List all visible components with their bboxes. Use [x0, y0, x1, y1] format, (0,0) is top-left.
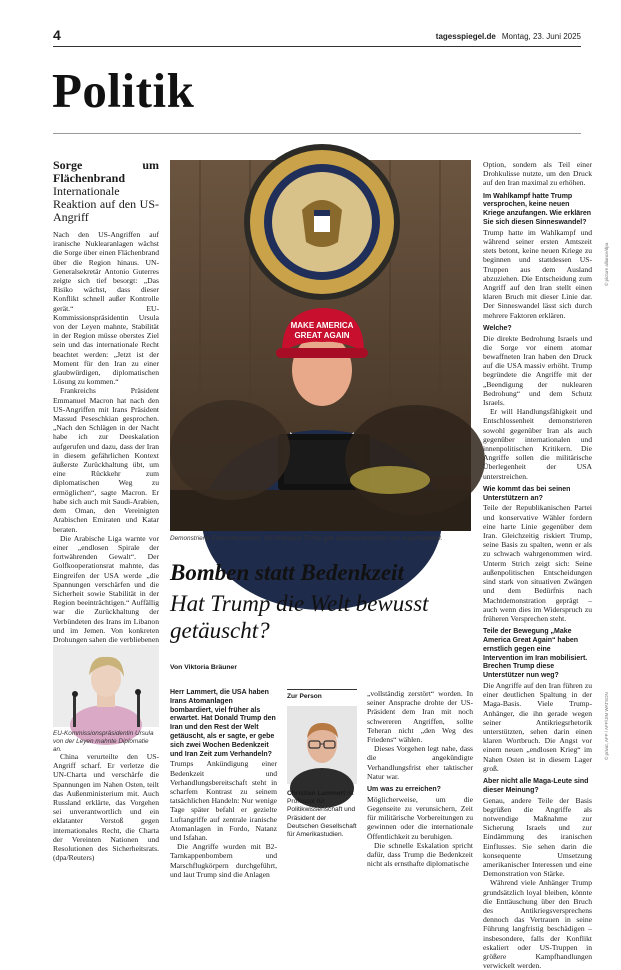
interview-question: Wie kommt das bei seinen Unterstützern an?	[483, 485, 571, 502]
byline: Von Viktoria Bräuner	[170, 664, 237, 671]
interview-answer: Trump hatte im Wahlkampf und während seiner ersten Amtszeit stets betont, keine neuen Kriege zu beginnen und stattdessen US-Truppen aus dem Ausland abzuziehen. Die Entscheidung zum Angriff auf den Iran stellt einen klaren Bruch mit dieser Linie dar. Der Sinneswandel lässt sich durch mehrere Faktoren erklären.	[483, 227, 592, 320]
person-rule	[287, 689, 357, 690]
left-paragraph: Die Arabische Liga warnte vor einer „endlosen Spirale der fortwährenden Gewalt“. Der Golfkooperationsrat mahnte, das Eingreifen der USA werde „die Spannungen verschärfen und die Sicherheit sowie Stabilität in der Region beeinträchtigen.“ Auffällig war die Zurückhaltung der Verbündeten des Irans im Libanon und im Jemen. Von konkreten Drohungen sahen die verbliebenen	[53, 533, 159, 644]
lammert-portrait	[287, 706, 357, 784]
left-article	[53, 159, 159, 709]
issue-date: Montag, 23. Juni 2025	[501, 32, 581, 41]
cap-text-2: GREAT AGAIN	[294, 331, 350, 340]
main-photo-caption: Demonstrierte Entschlossenheit: US-Präsident Trump gab überraschend früh den Angriffsbefehl.	[170, 535, 443, 542]
person-description: ist Professor für Politikwissenschaft und Präsident der Deutschen Gesellschaft für Amerikastudien.	[287, 790, 357, 839]
section-title: Politik	[52, 63, 195, 118]
interview-answer: Die Angriffe auf den Iran führen zu einer deutlichen Spaltung in der Maga-Basis. Viele Trump-Anhänger, die ihn gerade wegen seiner Antikriegsrhetorik unterstützten, sehen darin einen klaren Wortbruch. Die Angst vor einem neuen „endlosen Krieg“ im Nahen Osten ist in diesem Lager groß.	[483, 680, 592, 773]
interview-lead-question: Herr Lammert, die USA haben Irans Atomanlagen bombardiert, viel früher als erwartet. Hat Donald Trump den Iran und den Rest der Welt getäuscht, als er sagte, er gebe sich zwei Wochen Bedenkzeit und Iran Zeit zum Verhandeln?	[170, 689, 276, 758]
interview-question: Teile der Bewegung „Make America Great Again“ haben ernstlich gegen eine Intervention im Iran mobilisiert. Brechen Trump diese Unterstützer nun weg?	[483, 628, 588, 680]
person-box	[287, 689, 357, 839]
interview-paragraph: Option, sondern als Teil einer Drohkulisse nutzte, um den Druck auf den Iran maximal zu erhöhen.	[483, 160, 592, 188]
von-der-leyen-illustration	[53, 645, 159, 727]
interview-column-2	[367, 689, 473, 868]
photo-credit-bottom: © privat, AFP / AFP/JIM WATSON	[604, 692, 609, 760]
interview-question: Um was zu erreichen?	[367, 786, 441, 794]
masthead	[436, 32, 581, 41]
interview-question: Aber nicht alle Maga-Leute sind dieser Meinung?	[483, 777, 589, 794]
interview-question: Im Wahlkampf hatte Trump versprochen, keine neuen Kriege anzufangen. Wie erklären Sie sich diesen Sinneswandel?	[483, 192, 592, 226]
left-headline: Sorge um Flächenbrand	[53, 158, 159, 185]
top-rule	[53, 46, 581, 47]
main-headline: Bomben statt Bedenkzeit	[170, 560, 404, 585]
interview-answer: Genau, andere Teile der Basis begrüßen die Angriffe als notwendige Maßnahme zur Sicherung Israels und zur Eindämmung des iranischen Einflusses. Sie sehen darin die konsequente Umsetzung amerikanischer Interessen und eine Demonstration von Stärke.	[483, 795, 592, 879]
person-label: Zur Person	[287, 693, 322, 700]
paper-name: tagesspiegel.de	[435, 32, 496, 41]
left-paragraph: Nach den US-Angriffen auf iranische Nuklearanlagen wächst die Sorge über einen Flächenbrand über die Region hinaus. UN-Generalsekretär Antonio Guterres zeigte sich tief besorgt: „Das Risiko wächst, dass dieser Konflikt schnell außer Kontrolle gerät.“ EU-Kommissionspräsidentin Ursula von der Leyen mahnte, Stabilität in der Region müsse oberstes Ziel sein und das internationale Recht beachtet werden: „Jetzt ist der Moment für den Iran zu einer glaubwürdigen, diplomatischen Lösung zu kommen.“	[53, 230, 159, 387]
left-subhead: Internationale Reaktion auf den US-Angriff	[53, 184, 159, 224]
lammert-photo	[287, 706, 357, 784]
photo-credit-top: © picture alliance/dpa	[604, 242, 609, 286]
person-name: Christian Lammert	[287, 790, 346, 797]
interview-answer: Während viele Anhänger Trump grundsätzlich loyal bleiben, könnte die Enttäuschung über den Bruch des Antikriegsversprechens dennoch das Vertrauen in seine Führung langfristig beschädigen – insbesondere, falls der Konflikt eskaliert oder US-Truppen in größere Kampfhandlungen verwickelt werden.	[483, 878, 592, 970]
interview-column-1	[170, 689, 277, 879]
interview-answer: Die schnelle Eskalation spricht dafür, dass Trump die Bedenkzeit nicht als ernsthafte diplomatische	[367, 840, 473, 869]
interview-paragraph: Dieses Vorgehen legt nahe, dass die angekündigte Verhandlungsfrist eher taktischer Natur war.	[367, 744, 473, 781]
trump-situation-room-illustration	[170, 160, 471, 531]
interview-answer: Er will Handlungsfähigkeit und Entschlossenheit demonstrieren sowohl gegenüber Iran als auch gegenüber internationalen und innenpolitischen Kritikern. Die Angriffe sollen die militärische Überlegenheit der USA unterstreichen.	[483, 407, 592, 481]
cap-text-1: MAKE AMERICA	[290, 321, 354, 330]
von-der-leyen-caption: EU-Kommissionspräsidentin Ursula von der Leyen mahnte Diplomatie an.	[53, 730, 154, 753]
left-paragraph: Frankreichs Präsident Emmanuel Macron hat nach den US-Angriffen mit Irans Präsident Massud Peseschkian gesprochen. „Nach den Schlägen in der Nacht habe ich zur Deeskalation aufgerufen und dazu, dass der Iran in diesem gefährlichen Kontext äußerste Zurückhaltung übt, um eine Rückkehr zum diplomatischen Weg zu ermöglichen“, sagte Macron. Er habe sich auch mit Saudi-Arabien, dem Oman, den Vereinigten Arabischen Emiraten und Katar beraten.	[53, 386, 159, 534]
person-bio	[287, 790, 357, 839]
left-closing-paragraph: China verurteilte den US-Angriff scharf. Er verletze die UN-Charta und verschärfe die Spannungen im Nahen Osten, teilt das Außenministerium mit. Auch Russland erklärte, das Vorgehen sei unverantwortlich und ein eklatanter Verstoß gegen internationales Recht, die Charta der Vereinten Nationen und Resolutionen des Sicherheitsrats. (dpa/Reuters)	[53, 752, 159, 863]
interview-paragraph: „vollständig zerstört“ worden. In seiner Ansprache drohte der US-Präsident dem Iran mit noch schwereren Angriffen, sollte Teheran nicht „den Weg des Friedens“ wählen.	[367, 689, 473, 745]
von-der-leyen-photo	[53, 645, 159, 727]
interview-answer: Die direkte Bedrohung Israels und die Sorge vor einem atomar bewaffneten Iran haben den Druck auf die USA massiv erhöht. Trump begründete die Angriffe mit der „Beendigung der nuklearen Bedrohung“ und dem Schutz Israels.	[483, 333, 592, 408]
section-rule	[53, 133, 581, 134]
interview-paragraph: Die Angriffe wurden mit B2-Tarnkappenbombern und Marschflugkörpern durchgeführt, und laut Trump sind die Anlagen	[170, 842, 277, 879]
interview-paragraph: Trumps Ankündigung einer Bedenkzeit und Verhandlungsbereitschaft steht in scharfem Kontrast zu seinem tatsächlichen Handeln: Nur wenige Tage später befahl er gezielte Luftangriffe auf zentrale iranische Atomanlagen in Fordo, Natanz und Isfahan.	[170, 759, 277, 842]
interview-answer: Teile der Republikanischen Partei und konservative Wähler fordern eine harte Linie gegenüber dem Iran. Gleichzeitig riskiert Trump, seine Basis zu spalten, wenn er als zu schwach wahrgenommen wird. Unterm Strich zeigt sich: Seine außenpolitischen Entscheidungen sind stark von situativen Zwängen und dem Bedürfnis nach Machtdemonstration geprägt – auch wenn dies im Widerspruch zu früheren Versprechen steht.	[483, 503, 592, 623]
interview-question: Welche?	[483, 324, 512, 332]
interview-answer: Möglicherweise, um die Gegenseite zu verunsichern, Zeit für militärische Vorbereitungen zu gewinnen oder die internationale Öffentlichkeit zu beruhigen.	[367, 794, 473, 841]
page-number: 4	[53, 27, 61, 43]
main-photo	[170, 160, 471, 531]
main-subheadline: Hat Trump die Welt bewusst getäuscht?	[170, 591, 429, 643]
interview-column-right	[483, 160, 592, 970]
left-closing	[53, 752, 159, 862]
